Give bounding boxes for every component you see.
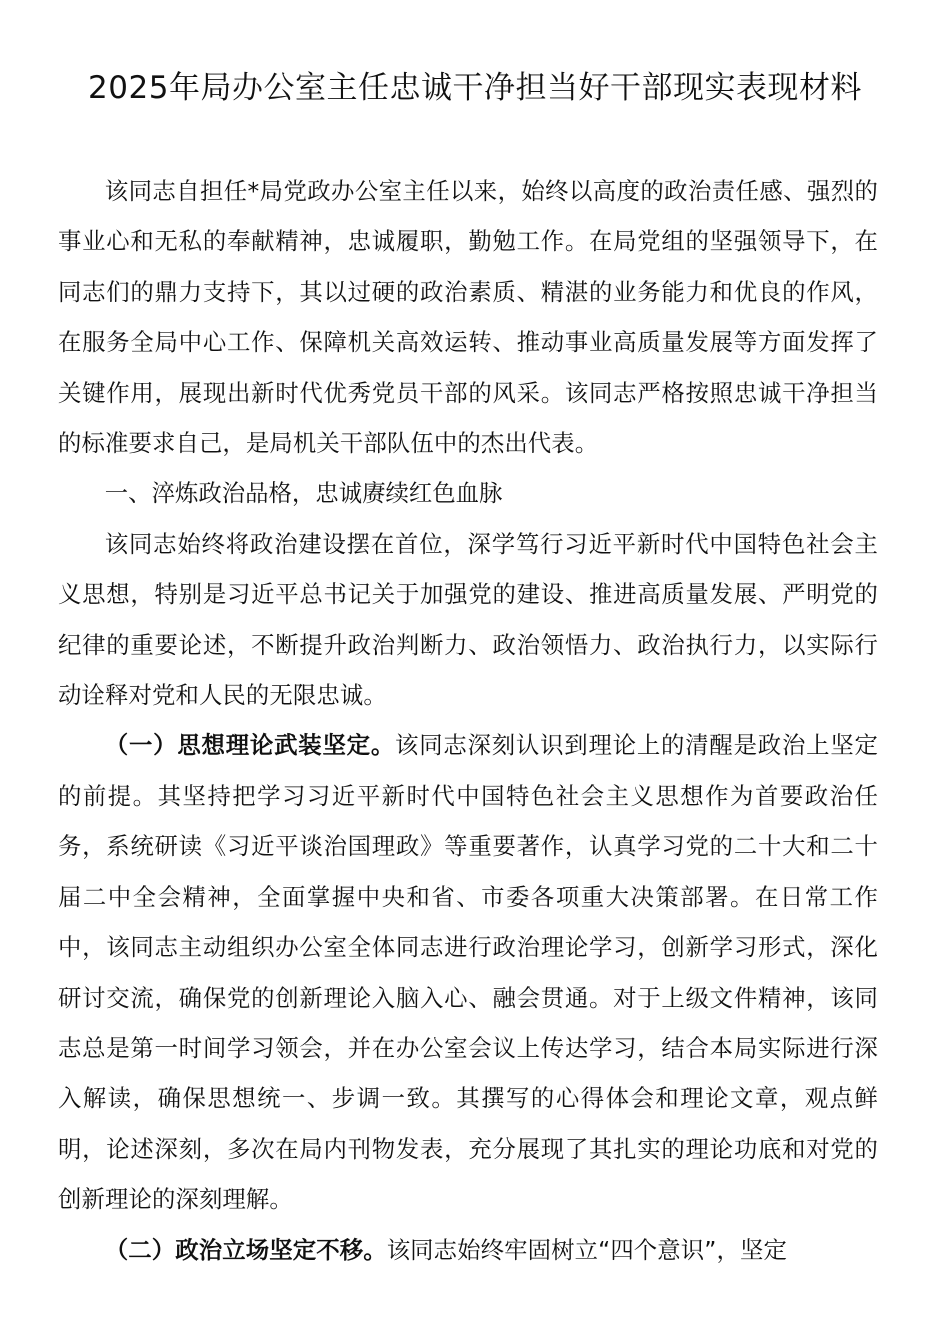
section-heading: 一、淬炼政治品格，忠诚赓续红色血脉 bbox=[104, 479, 503, 508]
subsection-1-lead: （一）思想理论武装坚定。 bbox=[104, 731, 396, 760]
document-title: 2025年局办公室主任忠诚干净担当好干部现实表现材料 bbox=[88, 70, 862, 106]
document-body bbox=[58, 166, 878, 1275]
intro-paragraph: 该同志自担任*局党政办公室主任以来，始终以高度的政治责任感、强烈的事业心和无私的奉献精神，忠诚履职，勤勉工作。在局党组的坚强领导下，在同志们的鼎力支持下，其以过硬的政治素质、精湛的业务能力和优良的作风，在服务全局中心工作、保障机关高效运转、推动事业高质量发展等方面发挥了关键作用，展现出新时代优秀党员干部的风采。该同志严格按照忠诚干净担当的标准要求自己，是局机关干部队伍中的杰出代表。 bbox=[58, 177, 878, 458]
subsection-2-lead: （二）政治立场坚定不移。 bbox=[104, 1235, 387, 1264]
subsection-1-paragraph bbox=[58, 720, 878, 1224]
subsection-2-text: 该同志始终牢固树立“四个意识”，坚定 bbox=[386, 1235, 787, 1264]
subsection-1-text: 该同志深刻认识到理论上的清醒是政治上坚定的前提。其坚持把学习习近平新时代中国特色社会主义思想作为首要政治任务，系统研读《习近平谈治国理政》等重要著作，认真学习党的二十大和二十届二中全会精神，全面掌握中央和省、市委各项重大决策部署。在日常工作中，该同志主动组织办公室全体同志进行政治理论学习，创新学习形式，深化研讨交流，确保党的创新理论入脑入心、融会贯通。对于上级文件精神，该同志总是第一时间学习领会，并在办公室会议上传达学习，结合本局实际进行深入解读，确保思想统一、步调一致。其撰写的心得体会和理论文章，观点鲜明，论述深刻，多次在局内刊物发表，充分展现了其扎实的理论功底和对党的创新理论的深刻理解。 bbox=[58, 731, 879, 1214]
section-intro-paragraph: 该同志始终将政治建设摆在首位，深学笃行习近平新时代中国特色社会主义思想，特别是习近平总书记关于加强党的建设、推进高质量发展、严明党的纪律的重要论述，不断提升政治判断力、政治领悟力、政治执行力，以实际行动诠释对党和人民的无限忠诚。 bbox=[58, 529, 878, 710]
subsection-2-paragraph bbox=[58, 1225, 878, 1275]
